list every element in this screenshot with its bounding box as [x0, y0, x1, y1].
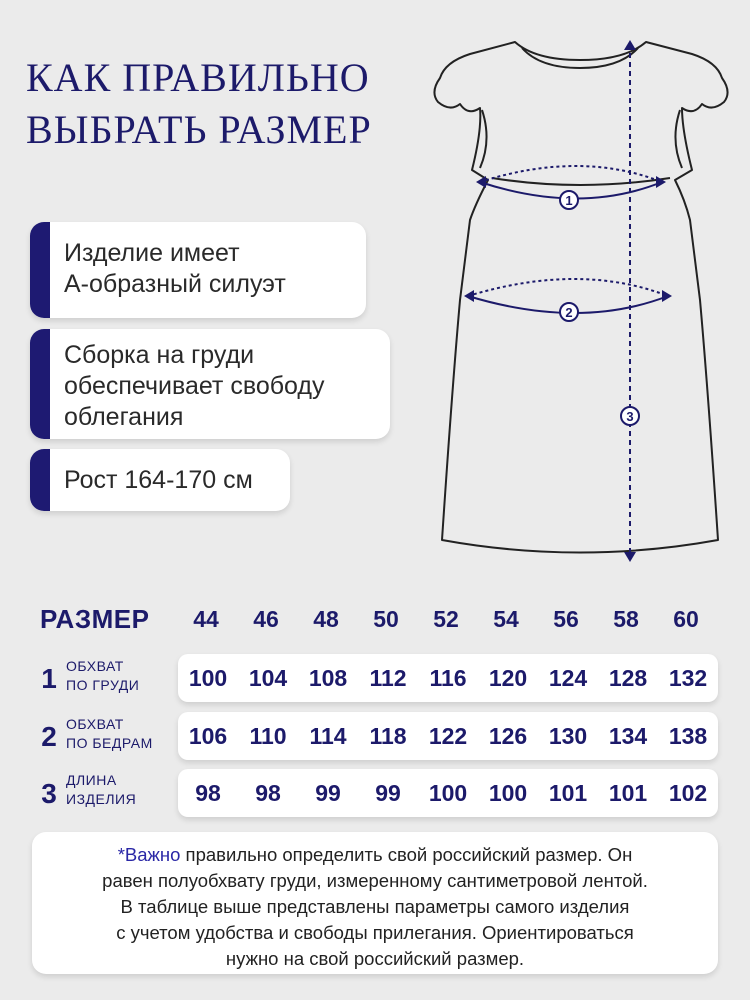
- size-header-cell: 54: [493, 606, 519, 632]
- note-line: нужно на свой российский размер.: [225, 948, 525, 969]
- note-line: с учетом удобства и свободы прилегания. Ориентироваться: [116, 922, 634, 943]
- page-title: [26, 52, 372, 156]
- size-header-cell: 58: [613, 606, 639, 632]
- feature-card-silhouette: [30, 222, 366, 318]
- table-cell: 114: [309, 723, 347, 749]
- table-row: [178, 769, 718, 817]
- dress-measurement-diagram: [410, 30, 740, 575]
- table-cell: 102: [668, 780, 708, 806]
- table-cell: 104: [248, 665, 288, 691]
- card-accent-bar: [30, 329, 50, 439]
- table-cell: 120: [488, 665, 528, 691]
- table-cell: 99: [375, 780, 401, 806]
- table-cell: 101: [608, 780, 648, 806]
- size-header-cell: 56: [553, 606, 579, 632]
- row-number: 1: [41, 663, 57, 694]
- row-label-line: ДЛИНА: [66, 772, 117, 788]
- marker-2: 2: [565, 305, 573, 320]
- size-header-cell: 46: [253, 606, 279, 632]
- size-header-cell: 48: [313, 606, 339, 632]
- table-cell: 122: [428, 723, 468, 749]
- table-cell: 100: [188, 665, 228, 691]
- feature-card-height: [30, 449, 290, 511]
- note-line: равен полуобхвату груди, измеренному сантиметровой лентой.: [102, 870, 648, 891]
- feature-text-line: обеспечивает свободу: [64, 372, 325, 400]
- feature-text-line: Рост 164-170 см: [64, 466, 253, 494]
- row-label: [66, 657, 139, 695]
- note-accent: *Важно: [117, 844, 181, 865]
- row-label: [66, 771, 136, 809]
- marker-3: 3: [626, 409, 634, 424]
- table-cell: 116: [429, 665, 467, 691]
- card-accent-bar: [30, 222, 50, 318]
- title-line-1: КАК ПРАВИЛЬНО: [26, 55, 370, 100]
- table-cell: 124: [548, 665, 588, 691]
- table-cell: 126: [488, 723, 528, 749]
- table-cell: 132: [668, 665, 708, 691]
- size-header-cell: 60: [673, 606, 699, 632]
- table-cell: 118: [369, 723, 407, 749]
- table-cell: 108: [308, 665, 348, 691]
- row-label: [66, 715, 153, 753]
- table-cell: 134: [608, 723, 648, 749]
- dress-outline-icon: [434, 42, 727, 553]
- table-cell: 100: [488, 780, 528, 806]
- table-cell: 110: [249, 723, 287, 749]
- title-line-2: ВЫБРАТЬ РАЗМЕР: [26, 107, 372, 152]
- feature-text-line: Сборка на груди: [64, 341, 255, 369]
- table-row: [178, 712, 718, 760]
- row-label-line: ОБХВАТ: [66, 716, 124, 732]
- table-cell: 106: [188, 723, 228, 749]
- table-cell: 128: [608, 665, 648, 691]
- table-cell: 98: [195, 780, 221, 806]
- feature-text-line: облегания: [64, 403, 184, 431]
- table-cell: 98: [255, 780, 281, 806]
- row-number: 2: [41, 721, 57, 752]
- size-header-cell: 44: [193, 606, 219, 632]
- size-header-cell: 52: [433, 606, 459, 632]
- table-cell: 101: [548, 780, 588, 806]
- note-line: [32, 842, 718, 868]
- important-note: [32, 832, 718, 974]
- table-row: [178, 654, 718, 702]
- table-cell: 112: [369, 665, 407, 691]
- neckline-icon: [522, 48, 638, 68]
- row-label-line: ПО БЕДРАМ: [66, 735, 153, 751]
- note-line: В таблице выше представлены параметры самого изделия: [120, 896, 630, 917]
- row-label-line: ОБХВАТ: [66, 658, 124, 674]
- table-cell: 99: [315, 780, 341, 806]
- card-accent-bar: [30, 449, 50, 511]
- table-cell: 100: [428, 780, 468, 806]
- feature-card-gathering: [30, 329, 390, 439]
- table-cell: 130: [548, 723, 588, 749]
- row-label-line: ПО ГРУДИ: [66, 677, 140, 693]
- feature-text-line: Изделие имеет: [64, 239, 240, 267]
- feature-text-line: А-образный силуэт: [64, 270, 286, 298]
- row-label-line: ИЗДЕЛИЯ: [66, 791, 137, 807]
- note-line-1-rest: правильно определить свой российский размер. Он: [180, 844, 633, 865]
- table-cell: 138: [668, 723, 708, 749]
- hip-measure-dotted: [468, 279, 668, 296]
- marker-1: 1: [565, 193, 573, 208]
- row-number: 3: [41, 778, 57, 809]
- table-header-label: РАЗМЕР: [40, 604, 150, 634]
- size-header-cell: 50: [373, 606, 399, 632]
